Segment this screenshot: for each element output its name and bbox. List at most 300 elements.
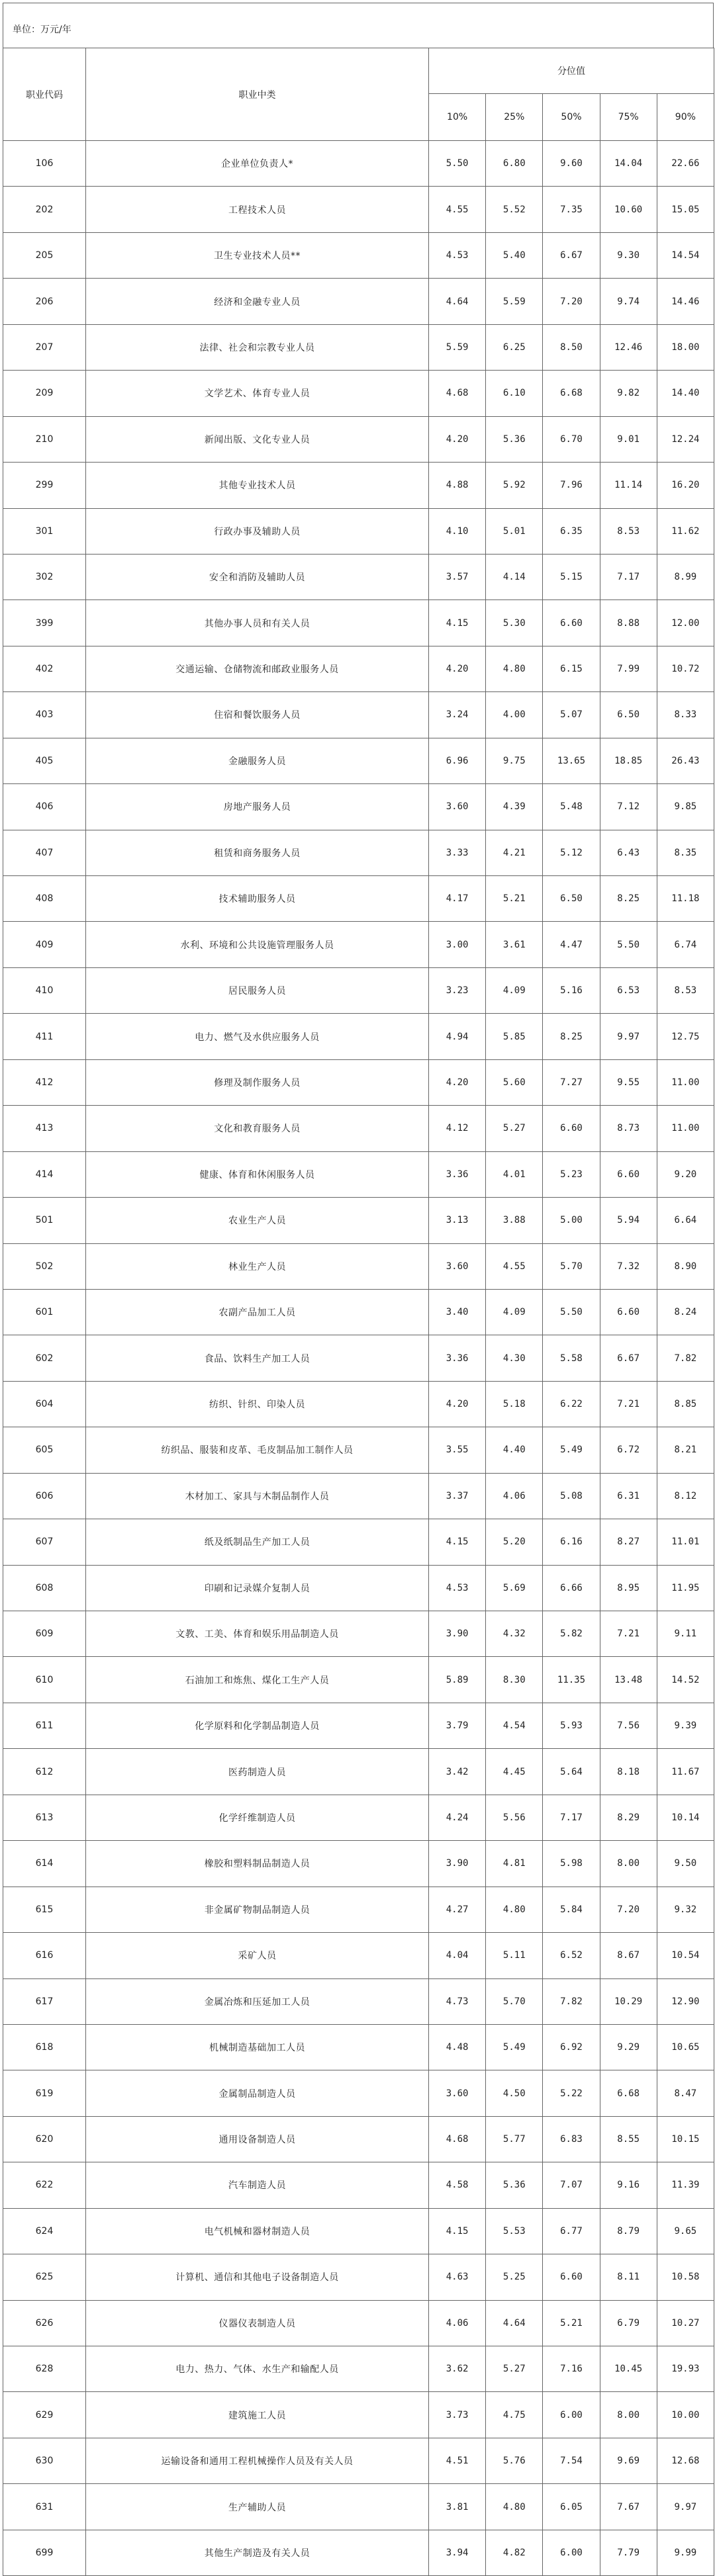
cell-p90: 12.68	[657, 2438, 714, 2483]
cell-p75: 7.56	[600, 1703, 657, 1748]
cell-p25: 5.36	[486, 416, 543, 462]
cell-p50: 6.50	[543, 876, 600, 922]
cell-p90: 11.18	[657, 876, 714, 922]
table-row	[3, 2024, 714, 2070]
cell-p50: 5.98	[543, 1841, 600, 1887]
cell-p90: 6.64	[657, 1198, 714, 1243]
cell-code: 601	[3, 1289, 86, 1335]
cell-p50: 5.15	[543, 554, 600, 600]
table-row	[3, 1749, 714, 1795]
cell-p50: 6.77	[543, 2208, 600, 2254]
cell-p50: 6.60	[543, 2254, 600, 2300]
cell-code: 299	[3, 463, 86, 508]
cell-p25: 5.92	[486, 463, 543, 508]
table-row	[3, 1933, 714, 1978]
cell-occupation: 交通运输、仓储物流和邮政业服务人员	[86, 646, 429, 691]
cell-occupation: 其他生产制造及有关人员	[86, 2530, 429, 2575]
cell-p25: 4.09	[486, 967, 543, 1013]
cell-code: 413	[3, 1106, 86, 1151]
table-row	[3, 1887, 714, 1932]
table-row	[3, 1978, 714, 2024]
cell-p50: 5.49	[543, 1427, 600, 1473]
cell-code: 620	[3, 2116, 86, 2162]
table-row	[3, 463, 714, 508]
cell-p10: 4.20	[429, 416, 486, 462]
cell-p25: 5.70	[486, 1978, 543, 2024]
cell-p75: 8.00	[600, 2392, 657, 2438]
cell-code: 202	[3, 187, 86, 232]
cell-p10: 6.96	[429, 738, 486, 783]
cell-occupation: 化学原料和化学制品制造人员	[86, 1703, 429, 1748]
cell-p50: 9.60	[543, 141, 600, 187]
cell-p50: 5.82	[543, 1611, 600, 1657]
cell-p50: 7.54	[543, 2438, 600, 2483]
cell-p10: 3.13	[429, 1198, 486, 1243]
cell-p25: 4.32	[486, 1611, 543, 1657]
cell-p75: 7.99	[600, 646, 657, 691]
cell-p10: 3.62	[429, 2346, 486, 2392]
cell-p50: 6.68	[543, 371, 600, 416]
cell-p75: 8.53	[600, 508, 657, 554]
cell-p50: 6.66	[543, 1565, 600, 1611]
cell-p75: 6.79	[600, 2300, 657, 2346]
cell-p75: 5.94	[600, 1198, 657, 1243]
cell-p75: 9.69	[600, 2438, 657, 2483]
cell-p50: 5.12	[543, 830, 600, 875]
cell-p50: 6.67	[543, 232, 600, 278]
cell-p25: 4.54	[486, 1703, 543, 1748]
unit-label: 单位：万元/年	[3, 3, 714, 48]
cell-p90: 8.99	[657, 554, 714, 600]
table-row	[3, 1151, 714, 1197]
cell-code: 414	[3, 1151, 86, 1197]
cell-p25: 6.10	[486, 371, 543, 416]
cell-p75: 9.01	[600, 416, 657, 462]
cell-p10: 4.48	[429, 2024, 486, 2070]
cell-occupation: 林业生产人员	[86, 1243, 429, 1289]
table-row	[3, 830, 714, 875]
cell-p75: 6.67	[600, 1335, 657, 1381]
cell-occupation: 仪器仪表制造人员	[86, 2300, 429, 2346]
cell-code: 209	[3, 371, 86, 416]
cell-p10: 3.79	[429, 1703, 486, 1748]
cell-p90: 10.14	[657, 1795, 714, 1840]
cell-p10: 3.90	[429, 1841, 486, 1887]
cell-p75: 8.27	[600, 1519, 657, 1565]
cell-p25: 5.69	[486, 1565, 543, 1611]
cell-code: 624	[3, 2208, 86, 2254]
cell-occupation: 健康、体育和休闲服务人员	[86, 1151, 429, 1197]
table-row	[3, 1795, 714, 1840]
cell-p10: 3.24	[429, 692, 486, 738]
cell-p50: 4.47	[543, 922, 600, 967]
cell-p25: 5.30	[486, 600, 543, 646]
cell-occupation: 木材加工、家具与木制品制作人员	[86, 1473, 429, 1519]
cell-p90: 12.00	[657, 600, 714, 646]
cell-code: 205	[3, 232, 86, 278]
cell-p25: 4.30	[486, 1335, 543, 1381]
cell-p25: 5.40	[486, 232, 543, 278]
table-row	[3, 2300, 714, 2346]
cell-p10: 4.94	[429, 1014, 486, 1059]
cell-p90: 19.93	[657, 2346, 714, 2392]
cell-code: 630	[3, 2438, 86, 2483]
cell-p10: 4.63	[429, 2254, 486, 2300]
cell-p10: 4.73	[429, 1978, 486, 2024]
table-row	[3, 2070, 714, 2116]
cell-p50: 6.60	[543, 600, 600, 646]
cell-p75: 8.88	[600, 600, 657, 646]
cell-p25: 4.64	[486, 2300, 543, 2346]
cell-code: 502	[3, 1243, 86, 1289]
cell-p50: 7.96	[543, 463, 600, 508]
table-row	[3, 508, 714, 554]
cell-p75: 8.11	[600, 2254, 657, 2300]
cell-p25: 4.14	[486, 554, 543, 600]
cell-p50: 7.82	[543, 1978, 600, 2024]
cell-p10: 5.89	[429, 1657, 486, 1703]
cell-p10: 4.55	[429, 187, 486, 232]
cell-p25: 5.53	[486, 2208, 543, 2254]
cell-p90: 10.00	[657, 2392, 714, 2438]
table-row	[3, 2346, 714, 2392]
cell-p50: 7.35	[543, 187, 600, 232]
cell-p25: 4.81	[486, 1841, 543, 1887]
cell-p50: 6.00	[543, 2392, 600, 2438]
cell-p90: 11.00	[657, 1106, 714, 1151]
cell-occupation: 食品、饮料生产加工人员	[86, 1335, 429, 1381]
cell-occupation: 金融服务人员	[86, 738, 429, 783]
cell-code: 628	[3, 2346, 86, 2392]
cell-code: 626	[3, 2300, 86, 2346]
cell-p25: 5.52	[486, 187, 543, 232]
cell-p75: 8.95	[600, 1565, 657, 1611]
cell-p75: 6.60	[600, 1151, 657, 1197]
cell-p75: 10.45	[600, 2346, 657, 2392]
header-p10: 10%	[429, 94, 486, 141]
cell-p25: 4.39	[486, 784, 543, 830]
cell-p50: 6.60	[543, 1106, 600, 1151]
table-row	[3, 967, 714, 1013]
cell-p25: 3.61	[486, 922, 543, 967]
cell-p90: 8.35	[657, 830, 714, 875]
cell-p90: 8.53	[657, 967, 714, 1013]
cell-p10: 4.06	[429, 2300, 486, 2346]
cell-p90: 11.39	[657, 2162, 714, 2208]
cell-code: 610	[3, 1657, 86, 1703]
cell-p90: 12.24	[657, 416, 714, 462]
cell-p90: 18.00	[657, 324, 714, 370]
cell-p90: 9.11	[657, 1611, 714, 1657]
cell-occupation: 生产辅助人员	[86, 2484, 429, 2530]
cell-p90: 14.54	[657, 232, 714, 278]
cell-code: 409	[3, 922, 86, 967]
cell-code: 206	[3, 279, 86, 324]
cell-p90: 10.15	[657, 2116, 714, 2162]
cell-occupation: 工程技术人员	[86, 187, 429, 232]
cell-p90: 11.01	[657, 1519, 714, 1565]
cell-p50: 6.70	[543, 416, 600, 462]
cell-p50: 5.84	[543, 1887, 600, 1932]
table-row	[3, 2116, 714, 2162]
cell-p10: 3.57	[429, 554, 486, 600]
cell-code: 210	[3, 416, 86, 462]
cell-p10: 3.81	[429, 2484, 486, 2530]
cell-code: 501	[3, 1198, 86, 1243]
cell-occupation: 新闻出版、文化专业人员	[86, 416, 429, 462]
cell-code: 699	[3, 2530, 86, 2575]
cell-p10: 3.36	[429, 1335, 486, 1381]
cell-code: 411	[3, 1014, 86, 1059]
cell-p10: 3.90	[429, 1611, 486, 1657]
cell-p90: 11.95	[657, 1565, 714, 1611]
cell-p10: 4.04	[429, 1933, 486, 1978]
cell-code: 410	[3, 967, 86, 1013]
cell-p90: 10.54	[657, 1933, 714, 1978]
cell-p75: 8.29	[600, 1795, 657, 1840]
cell-p75: 7.32	[600, 1243, 657, 1289]
header-p50: 50%	[543, 94, 600, 141]
cell-p50: 5.00	[543, 1198, 600, 1243]
table-row	[3, 416, 714, 462]
cell-p90: 26.43	[657, 738, 714, 783]
cell-p90: 14.40	[657, 371, 714, 416]
cell-p90: 9.50	[657, 1841, 714, 1887]
cell-p75: 6.43	[600, 830, 657, 875]
cell-occupation: 文教、工美、体育和娱乐用品制造人员	[86, 1611, 429, 1657]
table-row	[3, 2438, 714, 2483]
cell-p25: 5.59	[486, 279, 543, 324]
cell-p90: 8.21	[657, 1427, 714, 1473]
cell-code: 106	[3, 141, 86, 187]
cell-occupation: 金属冶炼和压延加工人员	[86, 1978, 429, 2024]
cell-occupation: 农业生产人员	[86, 1198, 429, 1243]
cell-code: 616	[3, 1933, 86, 1978]
cell-p10: 3.36	[429, 1151, 486, 1197]
cell-p75: 7.79	[600, 2530, 657, 2575]
cell-p25: 8.30	[486, 1657, 543, 1703]
cell-p10: 4.20	[429, 1059, 486, 1105]
table-row	[3, 1106, 714, 1151]
cell-p25: 4.50	[486, 2070, 543, 2116]
cell-occupation: 纺织品、服装和皮革、毛皮制品加工制作人员	[86, 1427, 429, 1473]
cell-p90: 9.32	[657, 1887, 714, 1932]
cell-p10: 4.20	[429, 1381, 486, 1427]
table-row	[3, 1703, 714, 1748]
cell-p50: 6.05	[543, 2484, 600, 2530]
cell-p90: 14.52	[657, 1657, 714, 1703]
table-row	[3, 187, 714, 232]
cell-p75: 9.16	[600, 2162, 657, 2208]
cell-p90: 6.74	[657, 922, 714, 967]
cell-p90: 9.39	[657, 1703, 714, 1748]
cell-p50: 11.35	[543, 1657, 600, 1703]
cell-code: 403	[3, 692, 86, 738]
cell-occupation: 住宿和餐饮服务人员	[86, 692, 429, 738]
cell-p75: 9.74	[600, 279, 657, 324]
table-row	[3, 1289, 714, 1335]
cell-p50: 6.00	[543, 2530, 600, 2575]
cell-p25: 5.11	[486, 1933, 543, 1978]
cell-p50: 7.16	[543, 2346, 600, 2392]
cell-p25: 5.25	[486, 2254, 543, 2300]
cell-occupation: 法律、社会和宗教专业人员	[86, 324, 429, 370]
cell-p50: 5.21	[543, 2300, 600, 2346]
cell-p10: 4.17	[429, 876, 486, 922]
cell-p50: 6.83	[543, 2116, 600, 2162]
cell-occupation: 居民服务人员	[86, 967, 429, 1013]
cell-p90: 9.97	[657, 2484, 714, 2530]
cell-code: 613	[3, 1795, 86, 1840]
cell-p50: 5.58	[543, 1335, 600, 1381]
cell-p75: 6.53	[600, 967, 657, 1013]
cell-p75: 8.67	[600, 1933, 657, 1978]
cell-occupation: 医药制造人员	[86, 1749, 429, 1795]
cell-p50: 7.27	[543, 1059, 600, 1105]
cell-p10: 3.94	[429, 2530, 486, 2575]
cell-occupation: 经济和金融专业人员	[86, 279, 429, 324]
cell-p75: 8.18	[600, 1749, 657, 1795]
cell-p90: 8.47	[657, 2070, 714, 2116]
cell-p75: 8.55	[600, 2116, 657, 2162]
cell-p90: 14.46	[657, 279, 714, 324]
table-row	[3, 1519, 714, 1565]
cell-p90: 10.27	[657, 2300, 714, 2346]
cell-p75: 6.60	[600, 1289, 657, 1335]
cell-occupation: 租赁和商务服务人员	[86, 830, 429, 875]
cell-occupation: 纸及纸制品生产加工人员	[86, 1519, 429, 1565]
cell-code: 399	[3, 600, 86, 646]
table-row	[3, 738, 714, 783]
cell-p75: 7.21	[600, 1611, 657, 1657]
cell-p25: 4.45	[486, 1749, 543, 1795]
cell-p90: 12.75	[657, 1014, 714, 1059]
cell-p25: 4.75	[486, 2392, 543, 2438]
cell-p10: 3.33	[429, 830, 486, 875]
cell-p10: 3.23	[429, 967, 486, 1013]
cell-occupation: 橡胶和塑料制品制造人员	[86, 1841, 429, 1887]
cell-p25: 5.27	[486, 1106, 543, 1151]
cell-p10: 3.37	[429, 1473, 486, 1519]
cell-p50: 5.23	[543, 1151, 600, 1197]
cell-code: 402	[3, 646, 86, 691]
cell-code: 629	[3, 2392, 86, 2438]
cell-p25: 5.01	[486, 508, 543, 554]
cell-code: 301	[3, 508, 86, 554]
table-row	[3, 279, 714, 324]
cell-p75: 14.04	[600, 141, 657, 187]
cell-p75: 9.82	[600, 371, 657, 416]
cell-p90: 11.00	[657, 1059, 714, 1105]
cell-p10: 4.20	[429, 646, 486, 691]
cell-code: 614	[3, 1841, 86, 1887]
cell-occupation: 水利、环境和公共设施管理服务人员	[86, 922, 429, 967]
cell-p50: 6.15	[543, 646, 600, 691]
cell-p90: 7.82	[657, 1335, 714, 1381]
cell-code: 407	[3, 830, 86, 875]
cell-p10: 4.68	[429, 2116, 486, 2162]
cell-occupation: 电气机械和器材制造人员	[86, 2208, 429, 2254]
header-percentile-group: 分位值	[429, 48, 714, 94]
cell-p10: 3.55	[429, 1427, 486, 1473]
cell-occupation: 安全和消防及辅助人员	[86, 554, 429, 600]
cell-p10: 4.12	[429, 1106, 486, 1151]
cell-p25: 5.77	[486, 2116, 543, 2162]
cell-p50: 5.48	[543, 784, 600, 830]
table-row	[3, 922, 714, 967]
cell-p75: 18.85	[600, 738, 657, 783]
cell-p10: 5.59	[429, 324, 486, 370]
cell-p50: 5.22	[543, 2070, 600, 2116]
cell-occupation: 技术辅助服务人员	[86, 876, 429, 922]
cell-code: 622	[3, 2162, 86, 2208]
table-row	[3, 2254, 714, 2300]
cell-p75: 6.50	[600, 692, 657, 738]
header-code: 职业代码	[3, 48, 86, 141]
cell-occupation: 文学艺术、体育专业人员	[86, 371, 429, 416]
cell-p25: 9.75	[486, 738, 543, 783]
cell-p10: 4.53	[429, 1565, 486, 1611]
cell-p90: 10.58	[657, 2254, 714, 2300]
cell-p50: 6.16	[543, 1519, 600, 1565]
cell-p90: 8.24	[657, 1289, 714, 1335]
cell-code: 606	[3, 1473, 86, 1519]
cell-code: 412	[3, 1059, 86, 1105]
cell-p10: 3.42	[429, 1749, 486, 1795]
cell-p75: 6.31	[600, 1473, 657, 1519]
cell-p75: 8.79	[600, 2208, 657, 2254]
cell-occupation: 运输设备和通用工程机械操作人员及有关人员	[86, 2438, 429, 2483]
cell-p10: 3.60	[429, 784, 486, 830]
cell-p50: 5.64	[543, 1749, 600, 1795]
cell-p25: 4.80	[486, 1887, 543, 1932]
cell-p25: 5.20	[486, 1519, 543, 1565]
cell-occupation: 电力、热力、气体、水生产和输配人员	[86, 2346, 429, 2392]
cell-code: 608	[3, 1565, 86, 1611]
cell-p75: 8.25	[600, 876, 657, 922]
cell-p10: 4.10	[429, 508, 486, 554]
cell-p25: 4.55	[486, 1243, 543, 1289]
cell-p25: 4.80	[486, 646, 543, 691]
cell-p10: 4.68	[429, 371, 486, 416]
cell-p50: 6.22	[543, 1381, 600, 1427]
cell-p75: 9.30	[600, 232, 657, 278]
cell-code: 631	[3, 2484, 86, 2530]
cell-p50: 5.07	[543, 692, 600, 738]
table-row	[3, 1565, 714, 1611]
cell-occupation: 修理及制作服务人员	[86, 1059, 429, 1105]
cell-p75: 7.21	[600, 1381, 657, 1427]
cell-p75: 13.48	[600, 1657, 657, 1703]
cell-occupation: 卫生专业技术人员**	[86, 232, 429, 278]
cell-p10: 4.64	[429, 279, 486, 324]
table-row	[3, 600, 714, 646]
cell-p50: 5.16	[543, 967, 600, 1013]
cell-p10: 4.88	[429, 463, 486, 508]
table-row	[3, 324, 714, 370]
cell-p50: 6.35	[543, 508, 600, 554]
cell-code: 611	[3, 1703, 86, 1748]
cell-code: 405	[3, 738, 86, 783]
cell-p90: 9.85	[657, 784, 714, 830]
cell-p50: 5.08	[543, 1473, 600, 1519]
cell-p25: 5.60	[486, 1059, 543, 1105]
cell-p90: 8.33	[657, 692, 714, 738]
cell-p90: 12.90	[657, 1978, 714, 2024]
table-row	[3, 1381, 714, 1427]
cell-p50: 8.25	[543, 1014, 600, 1059]
cell-p50: 6.92	[543, 2024, 600, 2070]
